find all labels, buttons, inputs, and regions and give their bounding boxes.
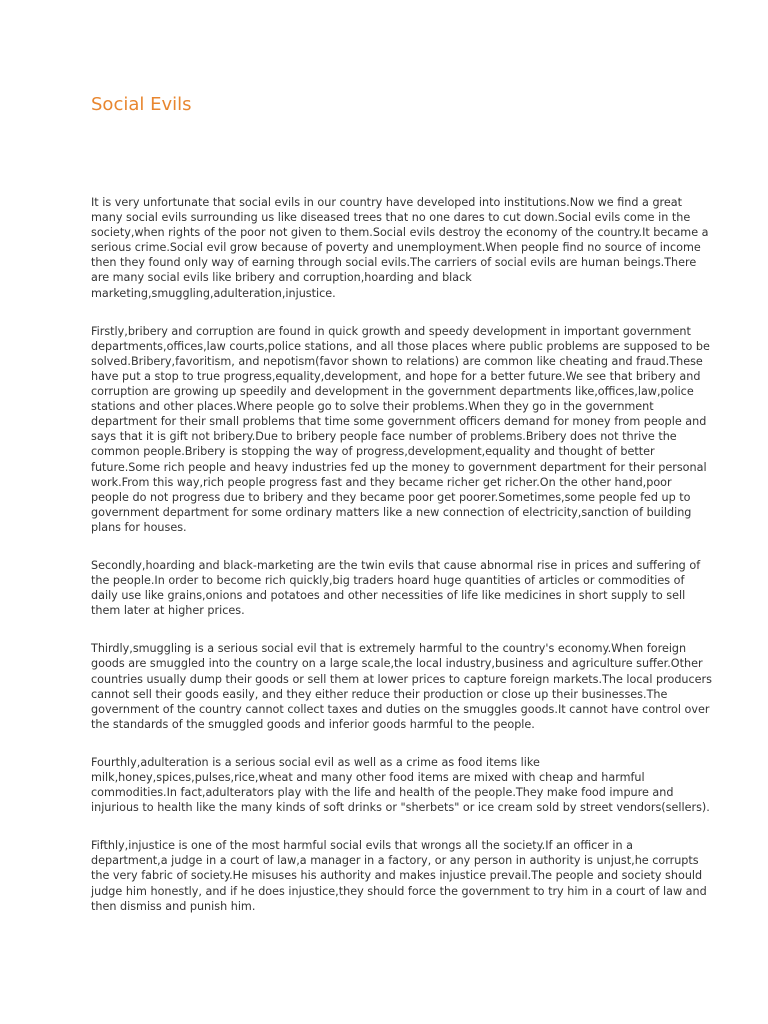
paragraph-hoarding: Secondly,hoarding and black-marketing are the twin evils that cause abnormal rise in prices and suffering of the people.In order to become rich quickly,big traders hoard huge quantities of articles or commodities of daily use like grains,onions and potatoes and other necessities of life like medicines in short supply to sell them later at higher prices. — [91, 558, 701, 618]
paragraph-intro: It is very unfortunate that social evils in our country have developed into institutions.Now we find a great many social evils surrounding us like diseased trees that no one dares to cut down.Social evils come in the society,when rights of the poor not given to them.Social evils destroy the economy of the country.It became a serious crime.Social evil grow because of poverty and unemployment.When people find no source of income then they found only way of earning through social evils.The carriers of social evils are human beings.There are many social evils like bribery and corruption,hoarding and black marketing,smuggling,adulteration,injustice. — [91, 196, 709, 300]
paragraph-smuggling: Thirdly,smuggling is a serious social evil that is extremely harmful to the country's economy.When foreign goods are smuggled into the country on a large scale,the local industry,business and agriculture suffer.Other countries usually dump their goods or sell them at lower prices to capture foreign markets.The local producers cannot sell their goods easily, and they either reduce their production or close up their businesses.The government of the country cannot collect taxes and duties on the smuggles goods.It cannot have control over the standards of the smuggled goods and inferior goods harmful to the people. — [91, 642, 712, 731]
document-body — [91, 195, 713, 937]
paragraph-bribery: Firstly,bribery and corruption are found in quick growth and speedy development in important government departments,offices,law courts,police stations, and all those places where public problems are supposed to be solved.Bribery,favoritism, and nepotism(favor shown to relations) are common like cheating and fraud.These have put a stop to true progress,equality,development, and hope for a better future.We see that bribery and corruption are growing up speedily and development in the government departments like,offices,law,police stations and other places.Where people go to solve their problems.When they go in the government department for their small problems that time some government officers demand for money from people and says that it is gift not bribery.Due to bribery people face number of problems.Bribery does not thrive the common people.Bribery is stopping the way of progress,development,equality and thought of better future.Some rich people and heavy industries fed up the money to government department for their personal work.From this way,rich people progress fast and they became richer get richer.On the other hand,poor people do not progress due to bribery and they became poor get poorer.Sometimes,some people fed up to government department for some ordinary matters like a new connection of electricity,sanction of building plans for houses. — [91, 324, 710, 534]
document-title: Social Evils — [91, 94, 192, 115]
paragraph-injustice: Fifthly,injustice is one of the most harmful social evils that wrongs all the society.If an officer in a department,a judge in a court of law,a manager in a factory, or any person in authority is unjust,he corrupts the very fabric of society.He misuses his authority and makes injustice prevail.The people and society should judge him honestly, and if he does injustice,they should force the government to try him in a court of law and then dismiss and punish him. — [91, 839, 707, 913]
paragraph-adulteration: Fourthly,adulteration is a serious social evil as well as a crime as food items like milk,honey,spices,pulses,rice,wheat and many other food items are mixed with cheap and harmful commodities.In fact,adulterators play with the life and health of the people.They make food impure and injurious to health like the many kinds of soft drinks or "sherbets" or ice cream sold by street vendors(sellers). — [91, 755, 710, 815]
